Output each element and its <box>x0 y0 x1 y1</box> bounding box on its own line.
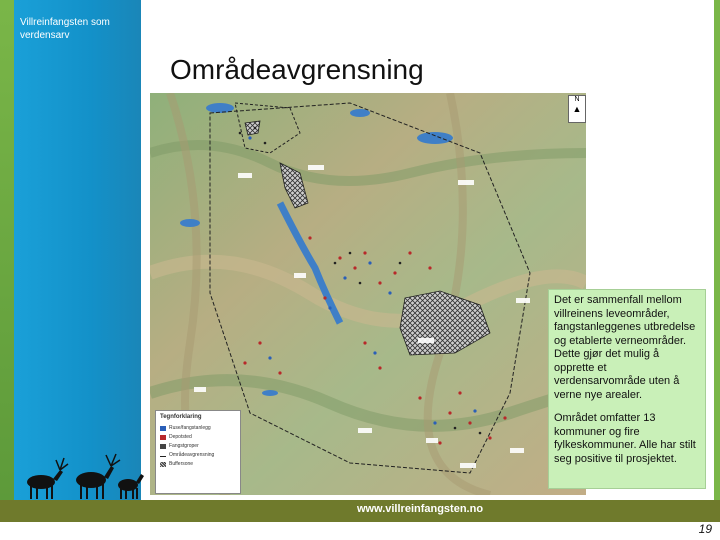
info-paragraph-1: Det er sammenfall mellom villreinens leveområder, fangstanleggenes utbredelse og etablerte verneområder. Dette gjør det mulig å opprette et verdensarvområde uten å verne nye arealer. <box>554 294 696 401</box>
legend-item <box>160 424 236 433</box>
legend-item-label: Fangstgroper <box>169 443 199 449</box>
org-title: Villreinfangsten som verdensarv <box>20 17 110 41</box>
legend-hatch-icon <box>160 462 166 467</box>
legend-swatch-icon <box>160 444 166 449</box>
left-accent-bar <box>0 0 14 500</box>
legend-item <box>160 451 236 460</box>
map-legend <box>155 410 241 494</box>
legend-item-label: Områdeavgrensning <box>169 452 215 458</box>
legend-item <box>160 460 236 469</box>
legend-line-icon <box>160 456 166 457</box>
legend-item-label: Depotsted <box>169 434 192 440</box>
reindeer-silhouette-icon <box>16 452 146 502</box>
footer-url-link[interactable]: www.villreinfangsten.no <box>356 503 484 515</box>
page-number: 19 <box>698 522 712 536</box>
legend-title: Tegnforklaring <box>160 414 202 420</box>
info-paragraph-2: Området omfatter 13 kommuner og fire fylkeskommuner. Alle har stilt seg positive til prosjektet. <box>554 412 696 465</box>
right-accent-bar <box>714 0 720 500</box>
info-box <box>548 289 706 489</box>
legend-item-label: Buffersone <box>169 461 194 467</box>
compass-label: N <box>574 96 580 103</box>
north-arrow-icon: N ▲ <box>568 95 586 123</box>
legend-item-label: Ruse/fangstanlegg <box>169 425 211 431</box>
legend-swatch-icon <box>160 426 166 431</box>
blue-side-band <box>14 0 141 500</box>
legend-item <box>160 442 236 451</box>
page-title: Områdeavgrensning <box>170 54 424 85</box>
legend-swatch-icon <box>160 435 166 440</box>
legend-item <box>160 433 236 442</box>
